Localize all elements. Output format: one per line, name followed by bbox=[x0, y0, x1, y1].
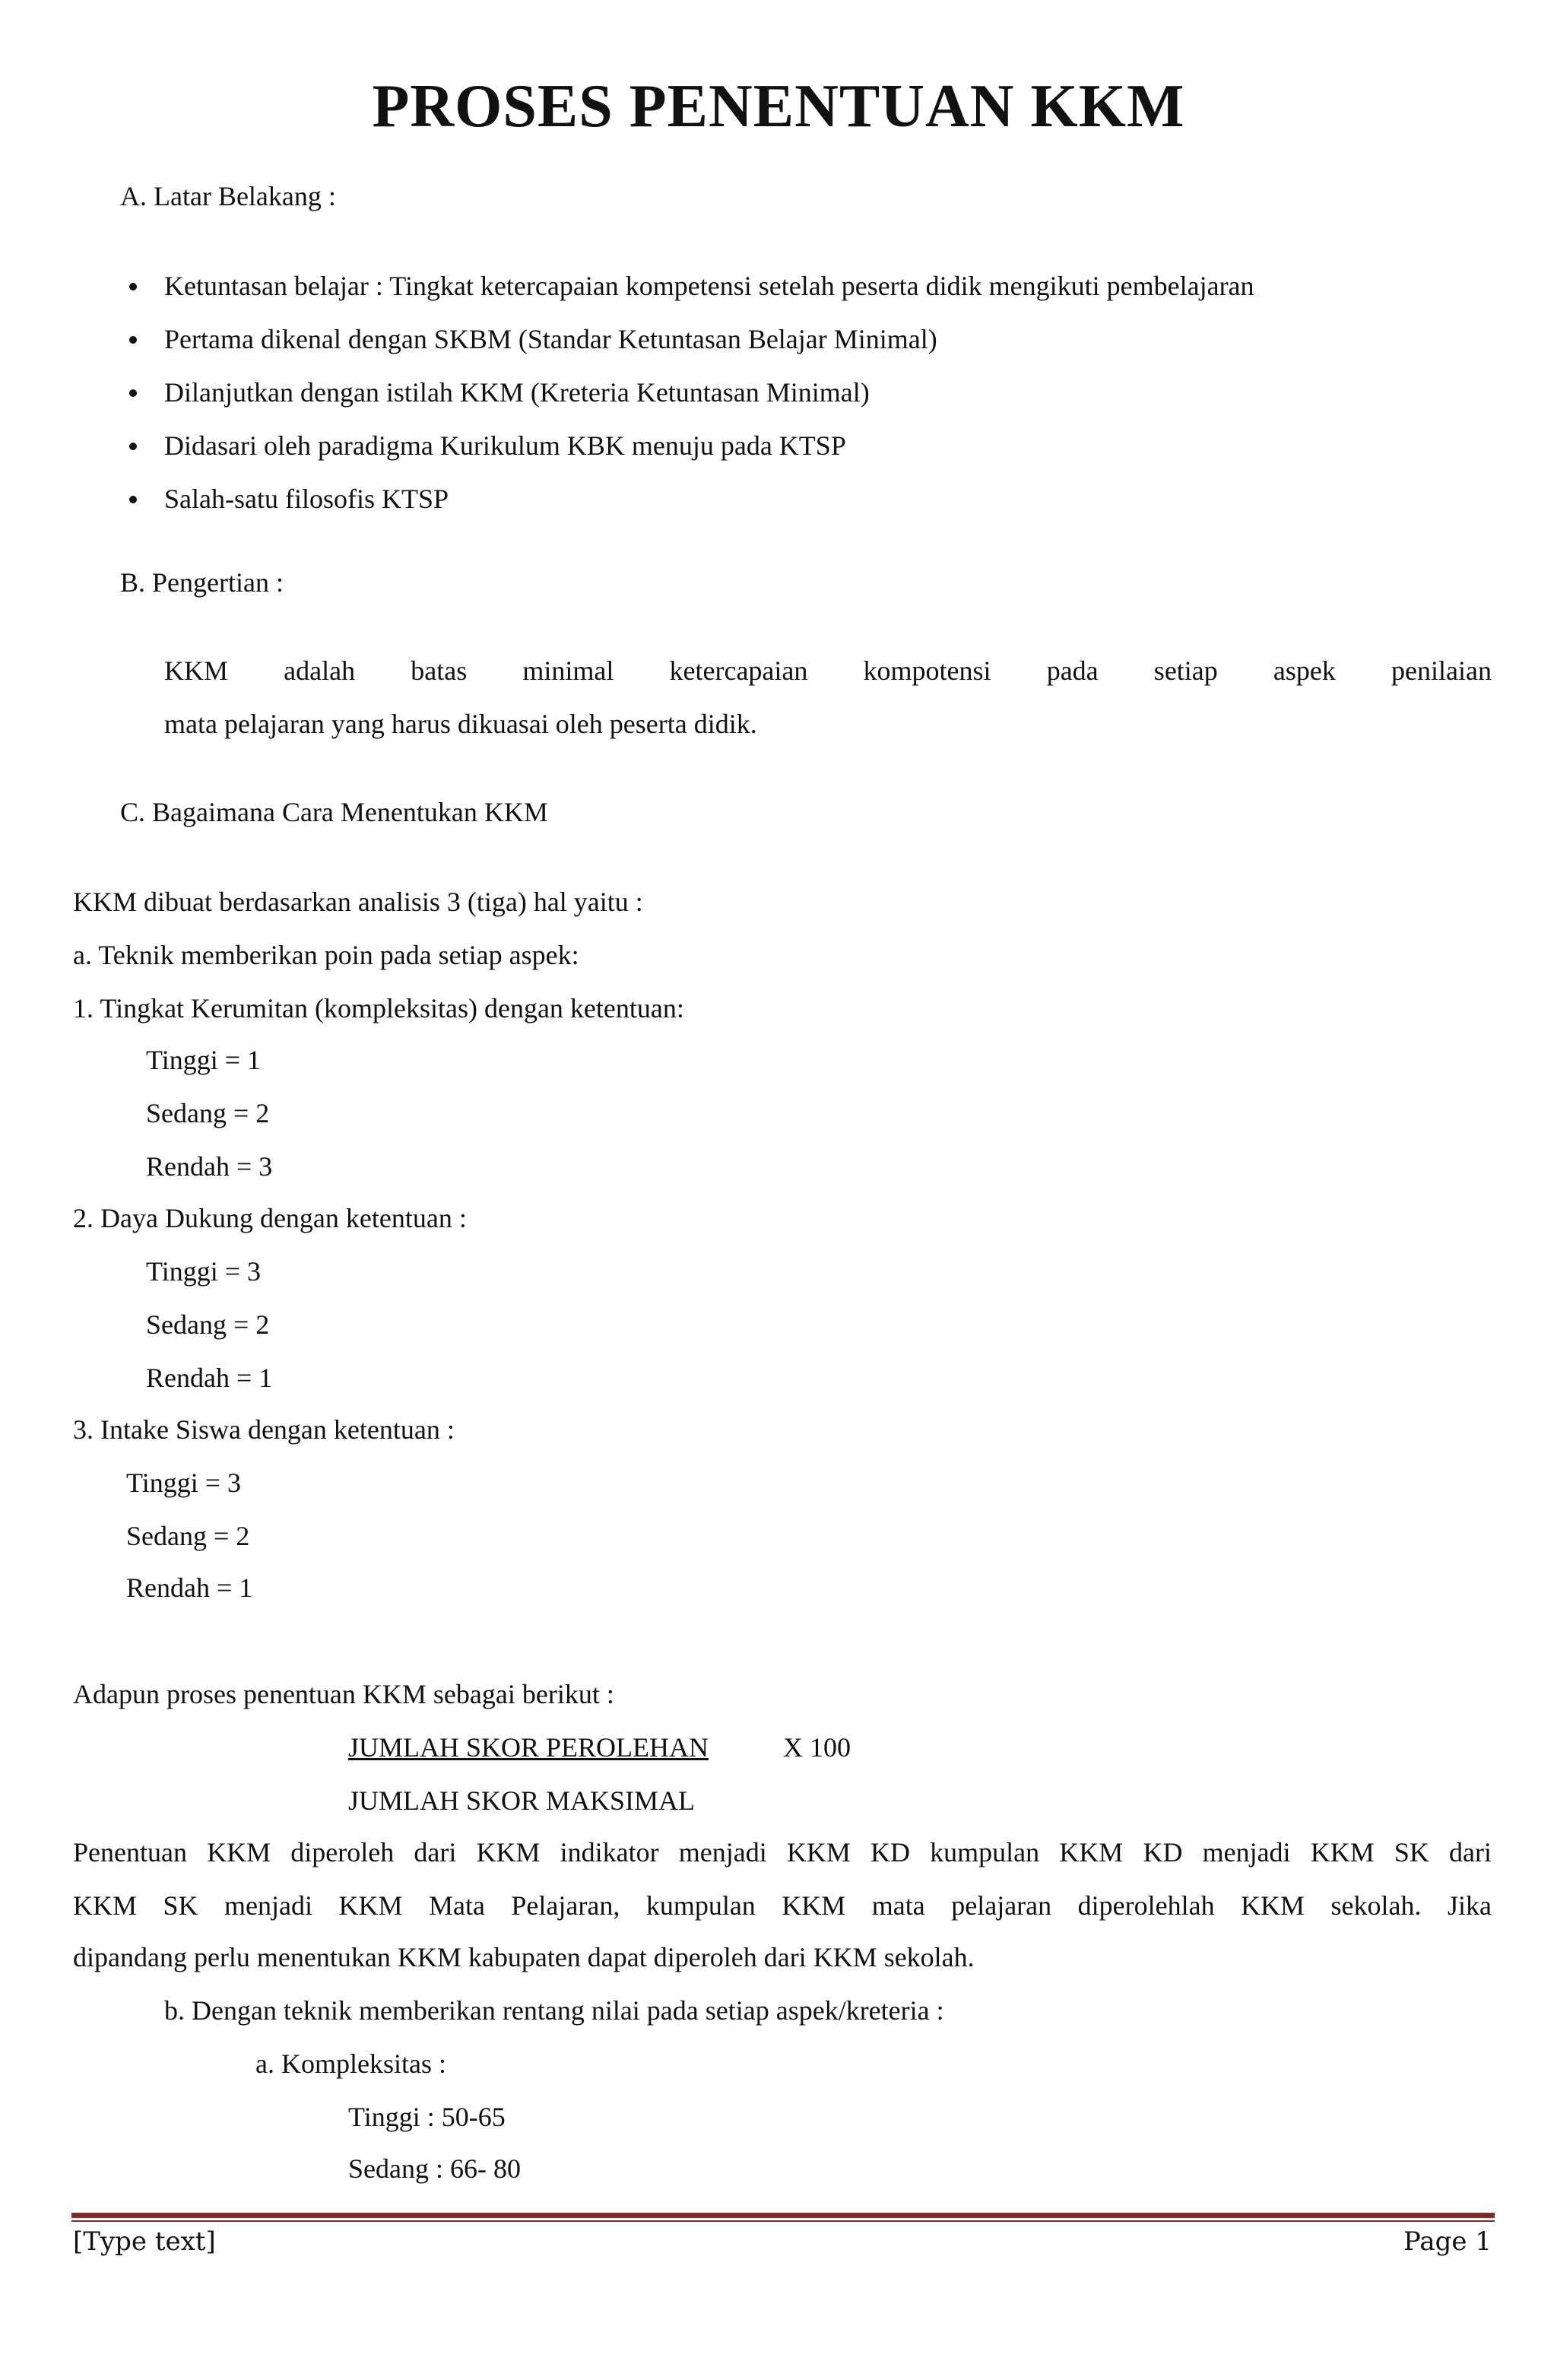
criteria-value: Tinggi = 3 bbox=[146, 1256, 262, 1287]
criteria-value: Sedang = 2 bbox=[146, 1098, 270, 1128]
page-number: Page 1 bbox=[1403, 2226, 1492, 2257]
complexity-value: Sedang : 66- 80 bbox=[348, 2153, 521, 2184]
bullet-item: Didasari oleh paradigma Kurikulum KBK menuju pada KTSP bbox=[164, 430, 846, 461]
formula-numerator: JUMLAH SKOR PEROLEHAN bbox=[348, 1732, 709, 1763]
criteria-item-1: 1. Tingkat Kerumitan (kompleksitas) dengan ketentuan: bbox=[73, 993, 684, 1023]
criteria-item-2: 2. Daya Dukung dengan ketentuan : bbox=[73, 1203, 467, 1233]
bullet-icon bbox=[129, 283, 137, 290]
technique-a-heading: a. Teknik memberikan poin pada setiap aspek: bbox=[73, 940, 579, 970]
definition-line: KKM adalah batas minimal ketercapaian kompotensi pada setiap aspek penilaian bbox=[164, 655, 1492, 686]
bullet-item: Pertama dikenal dengan SKBM (Standar Ketuntasan Belajar Minimal) bbox=[164, 324, 937, 354]
section-b-heading: B. Pengertian : bbox=[120, 567, 284, 598]
formula-multiplier: X 100 bbox=[783, 1732, 851, 1763]
criteria-value: Tinggi = 1 bbox=[146, 1045, 262, 1075]
footer-rule-thick bbox=[71, 2213, 1495, 2218]
criteria-item-3: 3. Intake Siswa dengan ketentuan : bbox=[73, 1414, 455, 1445]
criteria-value: Tinggi = 3 bbox=[126, 1468, 242, 1498]
bullet-item: Dilanjutkan dengan istilah KKM (Kreteria Ketuntasan Minimal) bbox=[164, 377, 870, 408]
page-title: PROSES PENENTUAN KKM bbox=[372, 73, 1185, 140]
intro-text: KKM dibuat berdasarkan analisis 3 (tiga) hal yaitu : bbox=[73, 887, 643, 917]
section-a-heading: A. Latar Belakang : bbox=[120, 181, 336, 211]
criteria-value: Rendah = 1 bbox=[126, 1572, 253, 1603]
definition-line: mata pelajaran yang harus dikuasai oleh peserta didik. bbox=[164, 709, 757, 739]
bullet-icon bbox=[129, 389, 137, 397]
criteria-value: Rendah = 1 bbox=[146, 1363, 273, 1393]
paragraph-line: dipandang perlu menentukan KKM kabupaten dapat diperoleh dari KKM sekolah. bbox=[73, 1942, 975, 1972]
criteria-value: Sedang = 2 bbox=[146, 1309, 270, 1340]
technique-b-heading: b. Dengan teknik memberikan rentang nilai pada setiap aspek/kreteria : bbox=[164, 1995, 944, 2026]
bullet-icon bbox=[129, 443, 137, 450]
complexity-heading: a. Kompleksitas : bbox=[255, 2048, 446, 2079]
paragraph-line: Penentuan KKM diperoleh dari KKM indikator menjadi KKM KD kumpulan KKM KD menjadi KKM SK dari bbox=[73, 1837, 1492, 1868]
bullet-icon bbox=[129, 336, 137, 344]
section-c-heading: C. Bagaimana Cara Menentukan KKM bbox=[120, 797, 548, 827]
bullet-icon bbox=[129, 496, 137, 503]
process-intro: Adapun proses penentuan KKM sebagai berikut : bbox=[73, 1679, 614, 1709]
formula-denominator: JUMLAH SKOR MAKSIMAL bbox=[348, 1785, 696, 1816]
footer-rule-thin bbox=[71, 2220, 1495, 2222]
paragraph-line: KKM SK menjadi KKM Mata Pelajaran, kumpulan KKM mata pelajaran diperolehlah KKM sekolah. Jika bbox=[73, 1890, 1492, 1921]
criteria-value: Rendah = 3 bbox=[146, 1151, 273, 1182]
criteria-value: Sedang = 2 bbox=[126, 1521, 250, 1551]
bullet-item: Salah-satu filosofis KTSP bbox=[164, 484, 449, 514]
footer-left-text: [Type text] bbox=[73, 2226, 216, 2257]
complexity-value: Tinggi : 50-65 bbox=[348, 2102, 506, 2132]
bullet-item: Ketuntasan belajar : Tingkat ketercapaian kompetensi setelah peserta didik mengikuti pembelajaran bbox=[164, 271, 1254, 301]
